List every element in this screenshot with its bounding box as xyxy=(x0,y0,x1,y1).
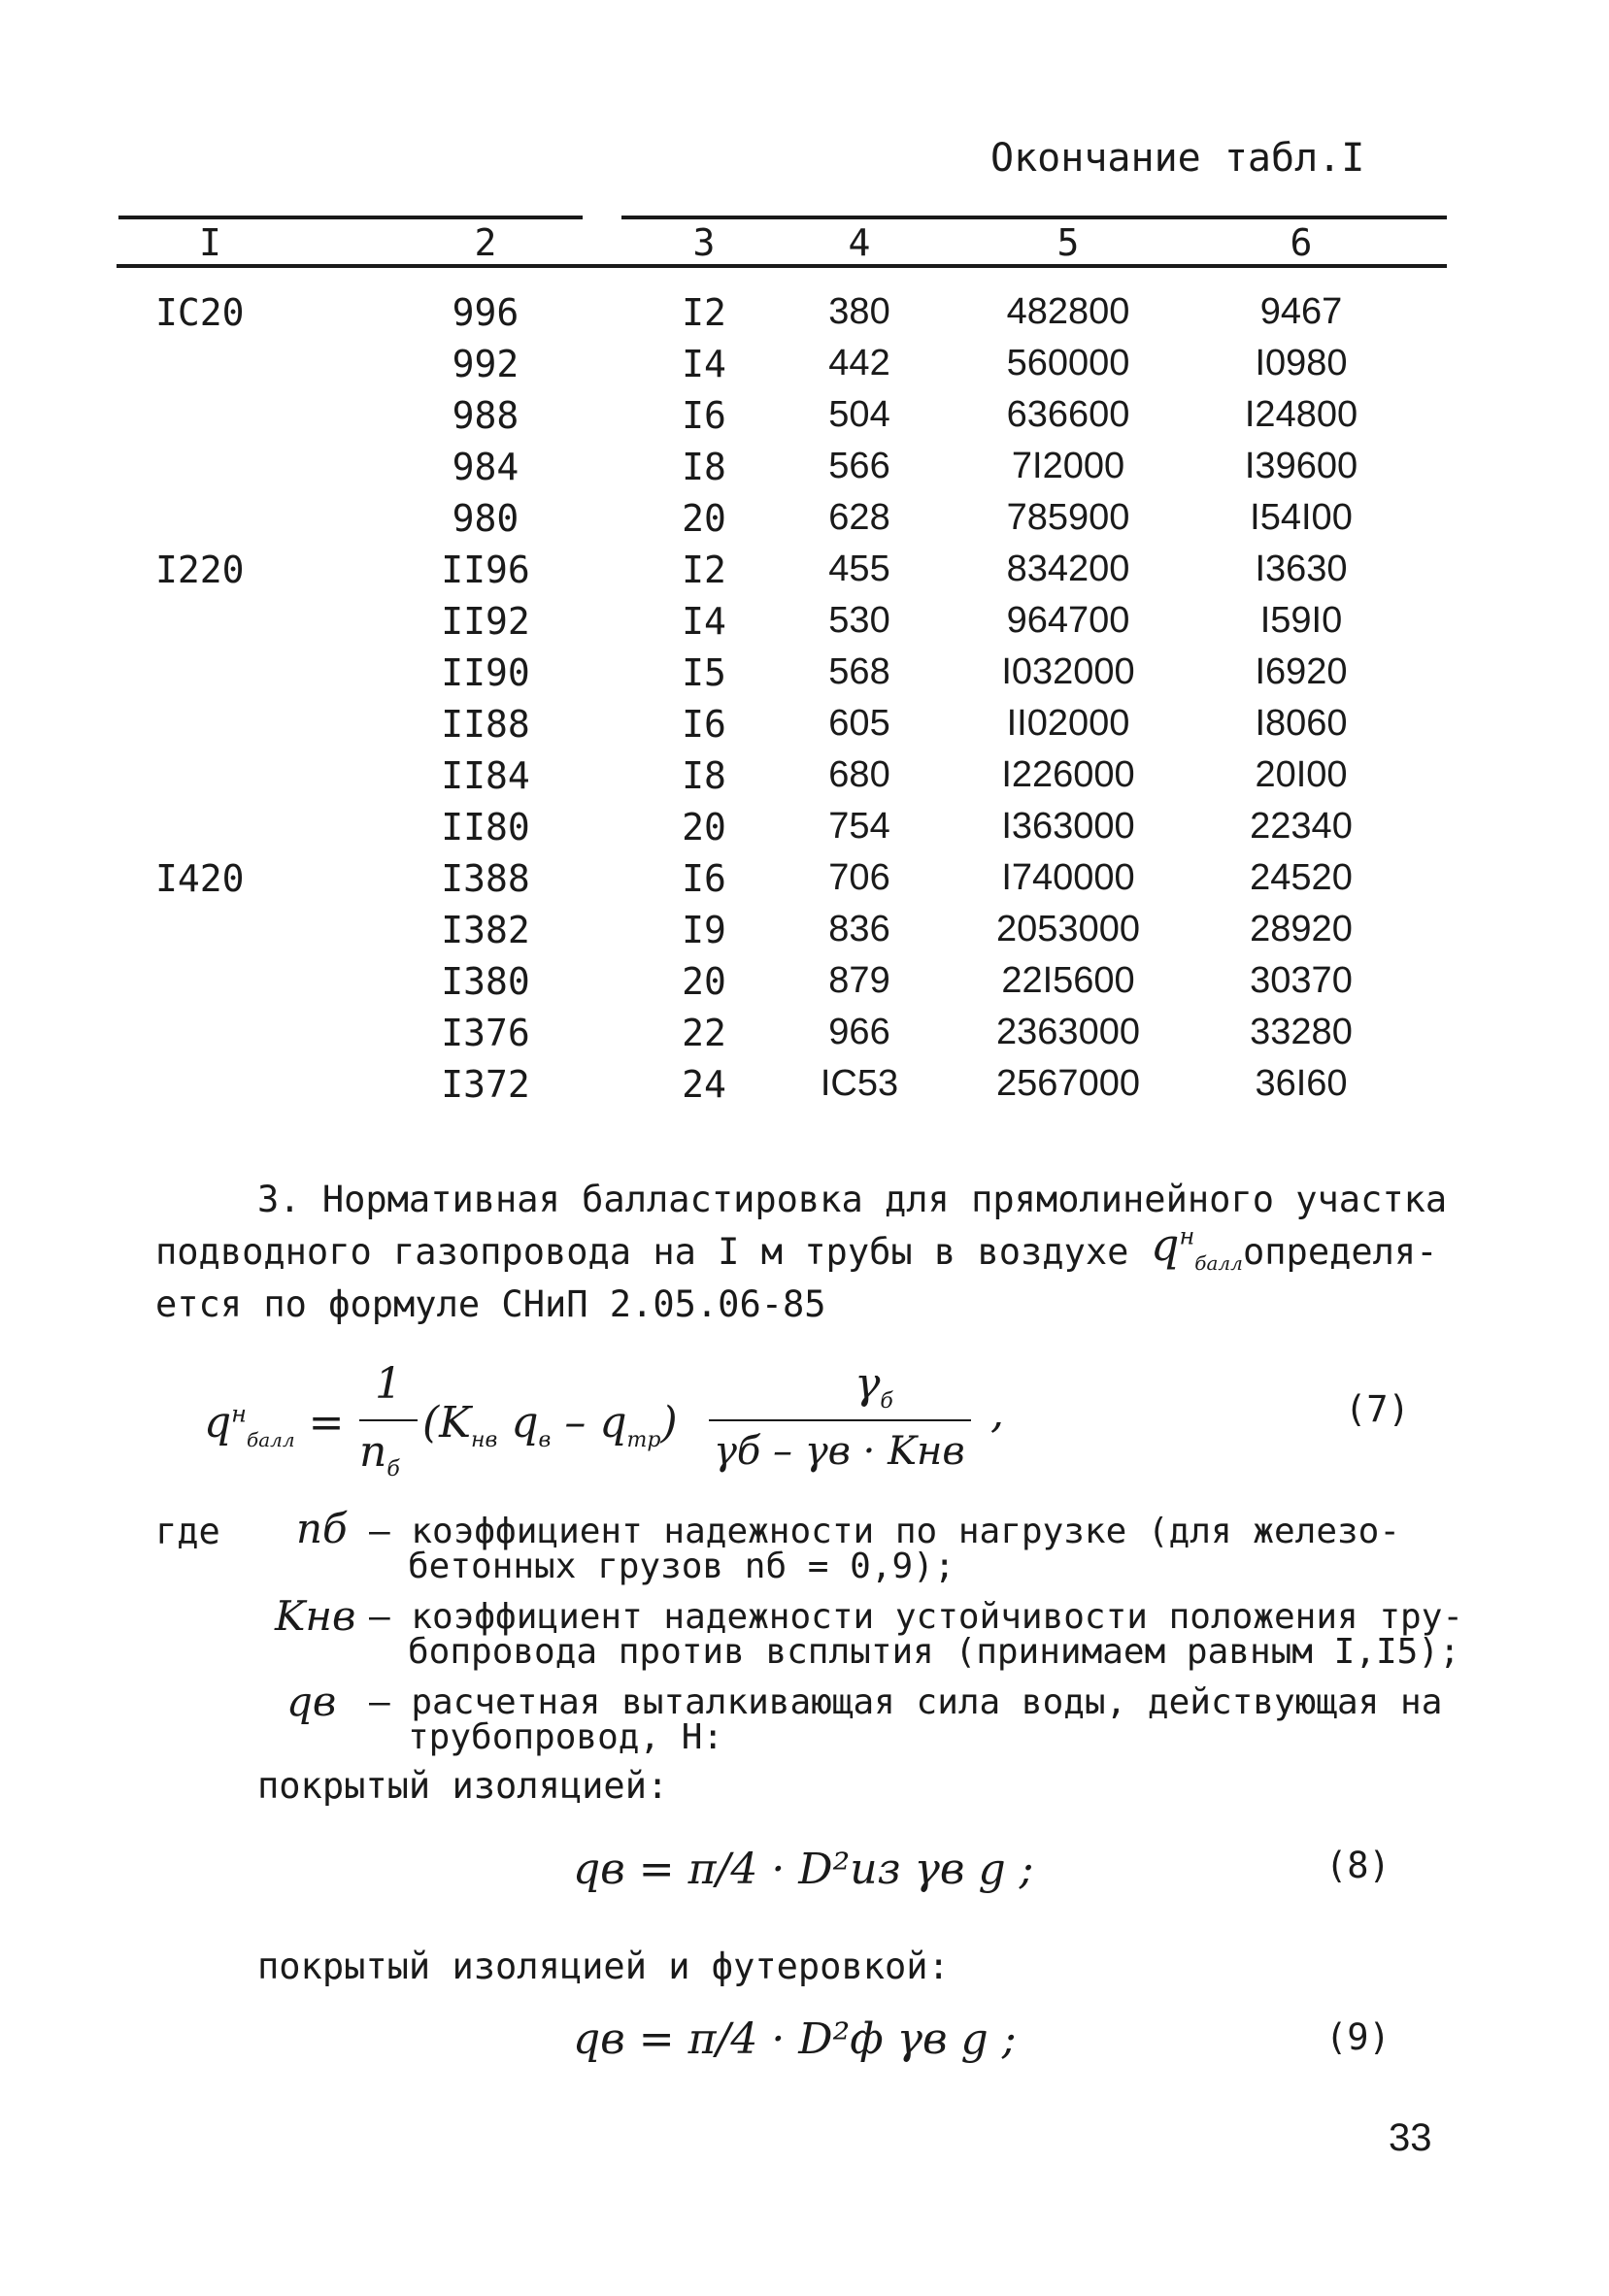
table-cell: 834200 xyxy=(1006,549,1130,589)
table-cell: 20 xyxy=(682,497,726,540)
header-cell: 2 xyxy=(474,221,497,264)
table-cell: 530 xyxy=(828,600,890,641)
formula-7-frac2-num: γ xyxy=(855,1359,881,1409)
table-cell: I54I00 xyxy=(1250,497,1353,538)
table-row xyxy=(117,651,1447,703)
table-row xyxy=(117,291,1447,343)
formula-8-label: покрытый изоляцией: xyxy=(257,1765,669,1807)
table-cell: 22I5600 xyxy=(1001,960,1135,1001)
table-cell: I0980 xyxy=(1255,343,1348,383)
table-row xyxy=(117,857,1447,909)
formula-7-lhs: q xyxy=(204,1398,232,1447)
table-cell: II92 xyxy=(441,600,530,643)
table-header-row xyxy=(117,221,1447,273)
table-cell: I6 xyxy=(682,857,726,900)
table-cell: I6 xyxy=(682,394,726,437)
table-cell: 33280 xyxy=(1250,1012,1353,1052)
table-cell: 680 xyxy=(828,754,890,795)
table-cell: I6 xyxy=(682,703,726,746)
table-cell: 966 xyxy=(828,1012,890,1052)
formula-7-frac2-num-sub: б xyxy=(880,1388,893,1414)
header-cell: 4 xyxy=(848,221,871,264)
table-row xyxy=(117,703,1447,754)
table-cell: I2 xyxy=(682,549,726,591)
table-row xyxy=(117,909,1447,960)
table-cell: 22340 xyxy=(1250,806,1353,847)
equation-number-8: (8) xyxy=(1325,1845,1391,1886)
header-cell: 5 xyxy=(1056,221,1080,264)
data-table-body xyxy=(117,291,1447,1115)
table-row xyxy=(117,960,1447,1012)
formula-7-sub-tr: тр xyxy=(626,1427,661,1452)
legend-item-2-line-2: бопровода против всплытия (принимаем равным I,I5); xyxy=(408,1632,1460,1672)
formula-7-frac1-den: n xyxy=(359,1427,387,1477)
formula-7-frac1-den-sub: б xyxy=(386,1456,400,1481)
formula-7-frac2-den: γб – γв · Kнв xyxy=(714,1429,965,1474)
table-cell: IC20 xyxy=(155,291,245,334)
table-cell: 628 xyxy=(828,497,890,538)
table-cell: 636600 xyxy=(1006,394,1130,435)
table-row xyxy=(117,394,1447,446)
q-balance-symbol: $q^н_{балл}$ xyxy=(1151,1218,1243,1276)
table-cell: 785900 xyxy=(1006,497,1130,538)
table-cell: 482800 xyxy=(1006,291,1130,332)
table-cell: 24 xyxy=(682,1063,726,1106)
table-cell: II80 xyxy=(441,806,530,849)
table-cell: I5 xyxy=(682,651,726,694)
table-cell: II90 xyxy=(441,651,530,694)
legend-item-3-line-1: – расчетная выталкивающая сила воды, действующая на xyxy=(369,1682,1443,1722)
legend-item-1-line-2: бетонных грузов nб = 0,9); xyxy=(408,1547,955,1586)
legend-item-3-line-2: трубопровод, Н: xyxy=(408,1717,724,1757)
formula-7-frac2-bar xyxy=(709,1419,971,1421)
formula-7-frac1-num: 1 xyxy=(375,1359,402,1409)
formula-7-q: q xyxy=(511,1398,539,1447)
table-cell: II02000 xyxy=(1006,703,1130,744)
table-cell: 20 xyxy=(682,806,726,849)
table-cell: 9467 xyxy=(1259,291,1343,332)
table-cell: 566 xyxy=(828,446,890,486)
formula-7-minus-q: – q xyxy=(564,1398,627,1447)
formula-7-lhs-sub: балл xyxy=(246,1427,295,1451)
table-cell: II96 xyxy=(441,549,530,591)
formula-7-paren: (K xyxy=(422,1398,472,1447)
table-cell: I420 xyxy=(155,857,245,900)
table-cell: 7I2000 xyxy=(1011,446,1125,486)
table-row xyxy=(117,754,1447,806)
table-row xyxy=(117,549,1447,600)
table-cell: 22 xyxy=(682,1012,726,1054)
table-cell: 984 xyxy=(452,446,520,488)
table-row xyxy=(117,600,1447,651)
table-cell: I032000 xyxy=(1001,651,1135,692)
table-cell: 2053000 xyxy=(996,909,1140,949)
table-cell: 2567000 xyxy=(996,1063,1140,1104)
data-table xyxy=(117,221,1447,273)
table-cell: 754 xyxy=(828,806,890,847)
table-row xyxy=(117,806,1447,857)
header-cell: 6 xyxy=(1290,221,1313,264)
table-top-rule-left xyxy=(118,216,583,219)
table-cell: 20 xyxy=(682,960,726,1003)
formula-7-paren-close: ) xyxy=(660,1398,678,1447)
formula-7-comma: , xyxy=(990,1388,1004,1438)
table-cell: I8 xyxy=(682,446,726,488)
formula-9-label: покрытый изоляцией и футеровкой: xyxy=(257,1946,950,1987)
table-cell: II84 xyxy=(441,754,530,797)
table-cell: 2363000 xyxy=(996,1012,1140,1052)
table-caption: Окончание табл.I xyxy=(990,136,1365,181)
formula-7-frac1-bar xyxy=(359,1419,418,1421)
table-cell: 442 xyxy=(828,343,890,383)
table-cell: 24520 xyxy=(1250,857,1353,898)
page-number: 33 xyxy=(1389,2116,1432,2159)
table-cell: I382 xyxy=(441,909,530,951)
formula-8: qв = π/4 · D²из γв g ; xyxy=(573,1845,1034,1894)
table-cell: I8 xyxy=(682,754,726,797)
table-cell: I39600 xyxy=(1244,446,1358,486)
table-row xyxy=(117,343,1447,394)
table-cell: 706 xyxy=(828,857,890,898)
legend-symbol-k-nv: Kнв xyxy=(275,1592,356,1640)
table-cell: 28920 xyxy=(1250,909,1353,949)
table-cell: 36I60 xyxy=(1255,1063,1348,1104)
header-cell: 3 xyxy=(692,221,716,264)
table-row xyxy=(117,446,1447,497)
table-cell: I4 xyxy=(682,343,726,385)
formula-7-sub-nv: нв xyxy=(471,1427,498,1452)
table-cell: I372 xyxy=(441,1063,530,1106)
table-cell: 455 xyxy=(828,549,890,589)
table-cell: I376 xyxy=(441,1012,530,1054)
table-cell: 992 xyxy=(452,343,520,385)
table-cell: 380 xyxy=(828,291,890,332)
table-cell: I380 xyxy=(441,960,530,1003)
table-cell: 30370 xyxy=(1250,960,1353,1001)
table-cell: 568 xyxy=(828,651,890,692)
table-cell: I4 xyxy=(682,600,726,643)
table-cell: 560000 xyxy=(1006,343,1130,383)
formula-9: qв = π/4 · D²ф γв g ; xyxy=(573,2014,1017,2064)
table-row xyxy=(117,497,1447,549)
table-cell: I3630 xyxy=(1255,549,1348,589)
table-cell: I220 xyxy=(155,549,245,591)
table-cell: 996 xyxy=(452,291,520,334)
legend-where: где xyxy=(155,1511,220,1552)
equation-number-9: (9) xyxy=(1325,2016,1391,2058)
table-cell: 504 xyxy=(828,394,890,435)
table-row xyxy=(117,1012,1447,1063)
paragraph-line-2a: подводного газопровода на I м трубы в воздухе xyxy=(155,1231,1129,1273)
formula-7: $q^н_{балл}$ = 1 $n_б$ ($K_{нв}$ $q_в - q_{тр}$) $\gamma_б$ γб – γв · Kнв , xyxy=(204,1359,1004,1481)
table-cell: I388 xyxy=(441,857,530,900)
table-cell: I8060 xyxy=(1255,703,1348,744)
table-cell: I6920 xyxy=(1255,651,1348,692)
legend-item-1-line-1: – коэффициент надежности по нагрузке (для железо- xyxy=(369,1512,1401,1551)
table-top-rule-right xyxy=(621,216,1447,219)
table-cell: 20I00 xyxy=(1255,754,1348,795)
header-cell: I xyxy=(199,221,221,264)
paragraph-line-1: 3. Нормативная балластировка для прямолинейного участка xyxy=(257,1179,1448,1220)
table-cell: II88 xyxy=(441,703,530,746)
table-cell: 980 xyxy=(452,497,520,540)
table-cell: I740000 xyxy=(1001,857,1135,898)
formula-7-sub-v: в xyxy=(538,1427,552,1452)
legend-item-2-line-1: – коэффициент надежности устойчивости положения тру- xyxy=(369,1597,1464,1637)
table-cell: I9 xyxy=(682,909,726,951)
table-cell: 988 xyxy=(452,394,520,437)
table-cell: I24800 xyxy=(1244,394,1358,435)
paragraph-line-3: ется по формуле СНиП 2.05.06-85 xyxy=(155,1283,826,1325)
legend-symbol-n-b: nб xyxy=(296,1505,348,1552)
table-row xyxy=(117,1063,1447,1115)
table-cell: I226000 xyxy=(1001,754,1135,795)
formula-7-lhs-sup: н xyxy=(231,1400,247,1428)
table-cell: I363000 xyxy=(1001,806,1135,847)
table-cell: 964700 xyxy=(1006,600,1130,641)
paragraph-line-2b: определя- xyxy=(1243,1231,1438,1273)
equation-number-7: (7) xyxy=(1345,1388,1410,1430)
table-cell: 605 xyxy=(828,703,890,744)
table-cell: 836 xyxy=(828,909,890,949)
table-cell: IC53 xyxy=(820,1063,899,1104)
table-cell: I2 xyxy=(682,291,726,334)
table-cell: 879 xyxy=(828,960,890,1001)
legend-symbol-q-v: qв xyxy=(286,1678,337,1725)
table-cell: I59I0 xyxy=(1259,600,1343,641)
